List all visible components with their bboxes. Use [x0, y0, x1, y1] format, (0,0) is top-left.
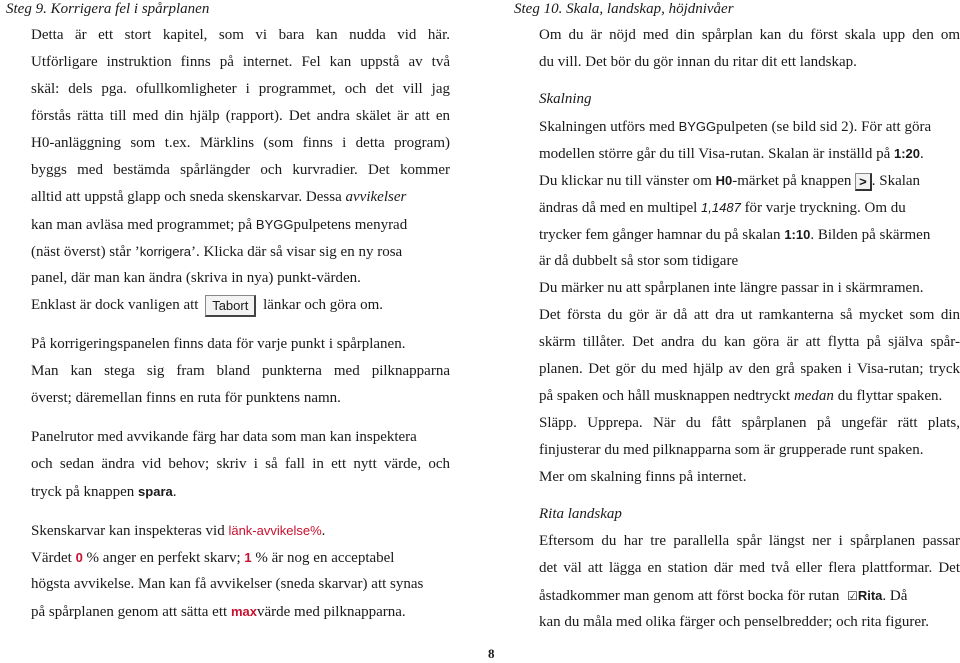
text-line: planen. Det gör du med hjälp av den grå spaken i Visa-rutan; tryck — [539, 361, 960, 377]
paragraph-intro — [6, 22, 450, 319]
text-line: Mer om skalning finns på internet. — [539, 469, 747, 485]
text-line: Eftersom du har tre parallella spår längst ner i spårplanen passar — [539, 533, 960, 549]
text-line: högsta avvikelse. Man kan få avvikelser (sneda skarvar) att synas — [31, 576, 424, 592]
text-line: trycker fem gånger hamnar du på skalan 1:10. Bilden på skärmen — [539, 227, 931, 243]
text-line: på spaken och håll musknappen nedtryckt medan du flyttar spaken. — [539, 388, 943, 404]
scale-up-button[interactable]: > — [855, 173, 872, 191]
text-line: Panelrutor med avvikande färg har data som man kan inspektera — [31, 429, 417, 445]
term-medan: medan — [793, 388, 834, 404]
spacer — [514, 491, 960, 501]
value-one: 1 — [244, 550, 252, 565]
checkbox-checked-icon[interactable]: ☑ — [847, 589, 858, 603]
text-line: panel, där man kan ändra (skriva in nya) punkt-värden. — [31, 270, 361, 286]
section-heading-step10: Steg 10. Skala, landskap, höjdnivåer — [514, 1, 734, 17]
text-line: Enklast är dock vanligen att Tabort länkar och göra om. — [6, 292, 450, 319]
text-line: det väl att lägga en station där med två eller flera plattformar. Det — [539, 560, 960, 576]
paragraph-scale-intro — [514, 22, 960, 76]
term-avvikelser: avvikelser — [345, 189, 407, 205]
text-line: Du klickar nu till vänster om H0-märket på knappen > . Skalan — [539, 173, 921, 189]
spacer — [6, 319, 450, 331]
text-line: kan du måla med olika färger och penselbredder; och rita figurer. — [539, 614, 929, 630]
rita-label: Rita — [857, 588, 883, 603]
left-column — [6, 0, 450, 625]
paragraph-landscape — [514, 528, 960, 636]
scale-value-target: 1:10 — [784, 227, 811, 242]
korrigera-menu-ref: korrigera — [139, 244, 192, 259]
paragraph-scaling — [514, 113, 960, 491]
text-line: H0-anläggning som t.ex. Märklins (som finns i detta program) — [31, 135, 450, 151]
text-line: Skalningen utförs med BYGGpulpeten (se bild sid 2). För att göra — [539, 119, 932, 135]
text-line: åstadkommer man genom att först bocka för rutan ☑Rita. Då — [514, 582, 960, 609]
text-line: är då dubbelt så stor som tidigare — [539, 253, 739, 269]
scale-value: 1:20 — [893, 146, 921, 161]
link-deviation-ref: länk-avvikelse% — [228, 523, 322, 538]
spacer — [514, 76, 960, 86]
text-line: Du märker nu att spårplanen inte längre passar in i skärmramen. — [539, 280, 924, 296]
text-line: kan man avläsa med programmet; på BYGGpulpetens menyrad — [31, 217, 408, 233]
text-line: finjusterar du med pilknapparna som är grupperade runt spaken. — [539, 442, 924, 458]
page-number: 8 — [488, 646, 495, 661]
text-line: Detta är ett stort kapitel, som vi bara kan nudda vid här. — [31, 27, 450, 43]
bygg-panel-ref: BYGG — [678, 119, 717, 134]
text-line: Skenskarvar kan inspekteras vid länk-avvikelse%. — [31, 523, 326, 539]
text-line: skärm tillåter. Det andra du kan göra är att flytta på själva spår- — [539, 334, 960, 350]
text-line: modellen större går du till Visa-rutan. Skalan är inställd på 1:20. — [539, 146, 924, 162]
right-column — [514, 0, 960, 636]
text-line: överst; däremellan finns en ruta för punktens namn. — [31, 390, 341, 406]
text-line: Värdet 0 % anger en perfekt skarv; 1 % är nog en acceptabel — [31, 550, 395, 566]
text-line: du vill. Det bör du gör innan du ritar dit ett landskap. — [539, 54, 857, 70]
subheading-rita-landskap: Rita landskap — [539, 506, 622, 522]
text-line: på spårplanen genom att sätta ett maxvärde med pilknapparna. — [31, 604, 406, 620]
paragraph-joints — [6, 517, 450, 625]
value-zero: 0 — [75, 550, 83, 565]
max-value-ref: max — [230, 604, 257, 619]
text-line: Det första du gör är då att dra ut ramkanterna så mycket som din — [539, 307, 960, 323]
text-line: ändras då med en multipel 1,1487 för varje tryckning. Om du — [539, 200, 906, 216]
text-line: och sedan ändra vid behov; skriv i så fall in ett nytt värde, och — [31, 456, 450, 472]
h0-mark: H0 — [715, 173, 733, 188]
text-line: Utförligare instruktion finns på internet. Fel kan uppstå av två — [31, 54, 450, 70]
text-line: förstås rätta till med din hjälp (rapport). Det andra skälet är att en — [31, 108, 450, 124]
subheading-skalning: Skalning — [539, 91, 592, 107]
tabort-button[interactable]: Tabort — [205, 295, 256, 317]
section-heading-step9: Steg 9. Korrigera fel i spårplanen — [6, 1, 210, 17]
scale-multiplier: 1,1487 — [701, 200, 741, 215]
spacer — [6, 412, 450, 424]
text-line: Man kan stega sig fram bland punkterna med pilknapparna — [31, 363, 450, 379]
text-line: tryck på knappen spara. — [31, 484, 177, 500]
spacer — [6, 505, 450, 517]
text-line: skäl: dels pga. ofullkomligheter i programmet, och det vill jag — [31, 81, 450, 97]
text-line: Släpp. Upprepa. När du fått spårplanen på ungefär rätt plats, — [539, 415, 960, 431]
spara-button-ref: spara — [138, 484, 173, 499]
paragraph-panel-fields — [6, 424, 450, 505]
text-line: På korrigeringspanelen finns data för varje punkt i spårplanen. — [31, 336, 406, 352]
text-line: (näst överst) står ’korrigera’. Klicka där så visar sig en ny rosa — [31, 244, 403, 260]
bygg-menu-ref: BYGG — [255, 217, 294, 232]
paragraph-panel — [6, 331, 450, 412]
text-line: byggs med bestämda spårlängder och kurvradier. Det kommer — [31, 162, 450, 178]
text-line: alltid att uppstå glapp och sneda skenskarvar. Dessa avvikelser — [31, 189, 407, 205]
text-line: Om du är nöjd med din spårplan kan du först skala upp den om — [539, 27, 960, 43]
